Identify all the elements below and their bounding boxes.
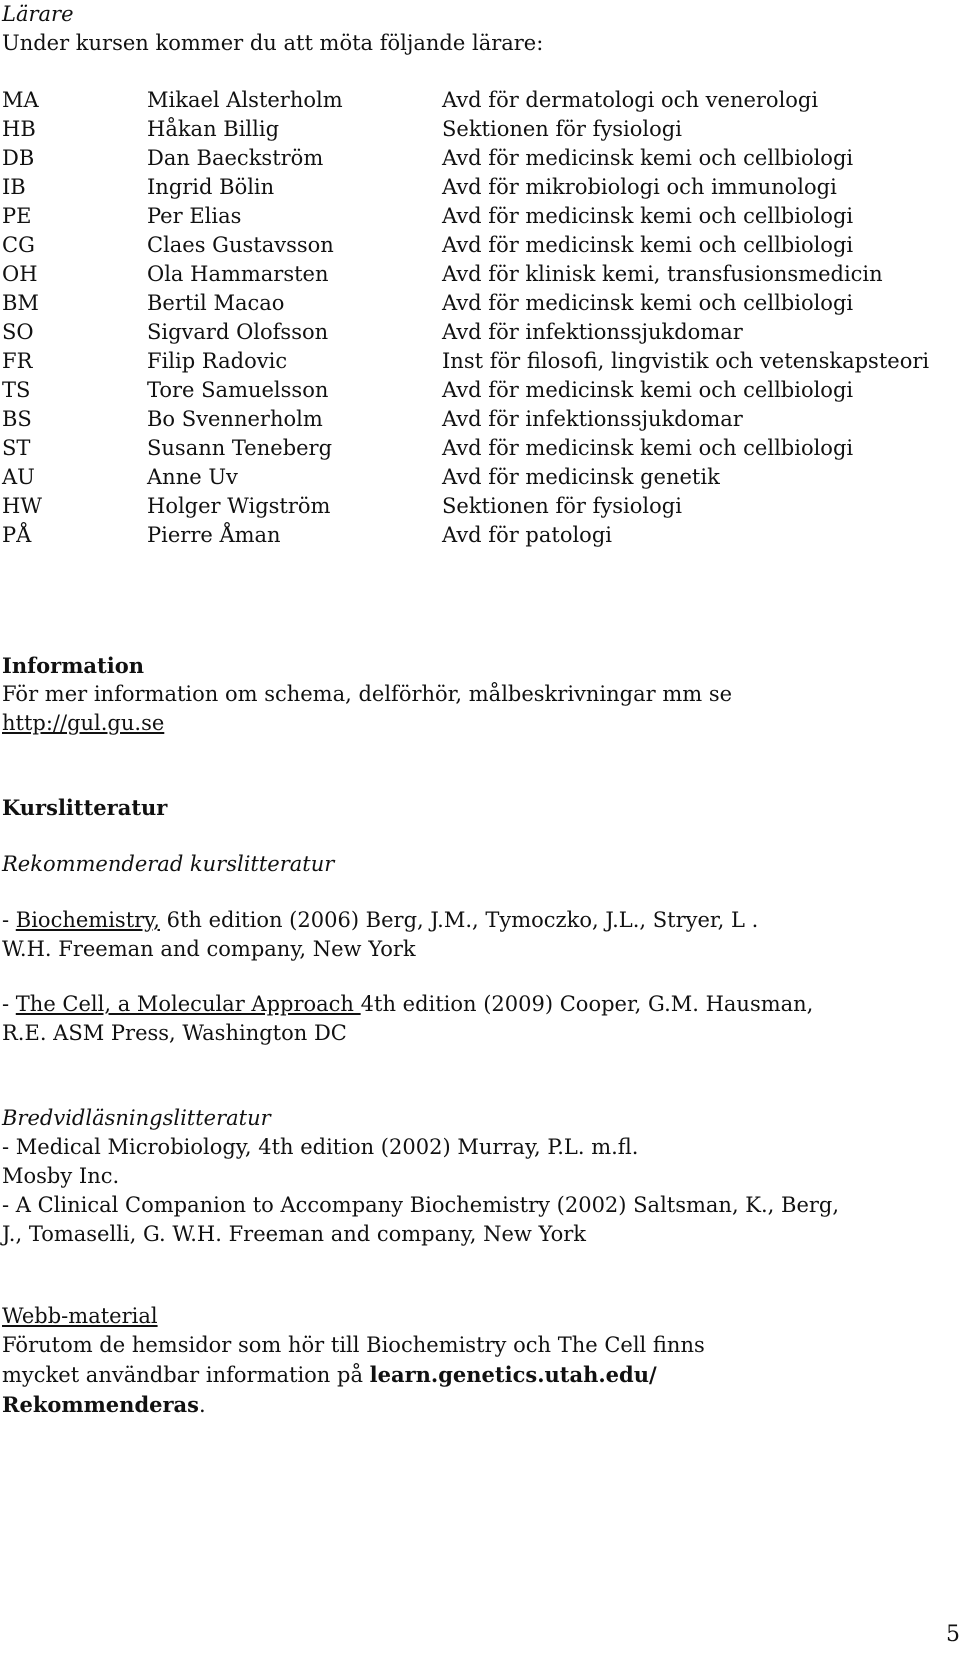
teacher-name: Pierre Åman — [147, 523, 281, 547]
teacher-name: Per Elias — [147, 204, 242, 228]
web-text — [2, 1331, 705, 1420]
teacher-department: Avd för medicinsk kemi och cellbiologi — [442, 291, 854, 315]
teacher-name: Håkan Billig — [147, 117, 280, 141]
teacher-row — [2, 492, 952, 521]
book-cell-line1 — [2, 990, 813, 1019]
teacher-department: Avd för infektionssjukdomar — [442, 407, 743, 431]
teacher-name: Ingrid Bölin — [147, 175, 275, 199]
web-recommended: Rekommenderas — [2, 1392, 199, 1417]
teacher-name: Anne Uv — [147, 465, 238, 489]
teacher-department: Avd för medicinsk genetik — [442, 465, 720, 489]
web-line3-end: . — [198, 1393, 206, 1417]
page-number: 5 — [946, 1622, 960, 1647]
book-biochemistry-details: 6th edition (2006) Berg, J.M., Tymoczko, J.L., Stryer, L . — [159, 908, 759, 932]
teachers-table — [2, 86, 952, 550]
teacher-initials: CG — [2, 233, 35, 257]
broad-reading-heading: Bredvidläsningslitteratur — [2, 1106, 271, 1130]
teacher-row — [2, 434, 952, 463]
book-cell — [2, 990, 813, 1048]
teacher-row — [2, 405, 952, 434]
teacher-initials: HB — [2, 117, 36, 141]
literature-heading: Kurslitteratur — [2, 795, 168, 820]
teacher-department: Avd för medicinsk kemi och cellbiologi — [442, 378, 854, 402]
web-line3 — [2, 1390, 705, 1420]
teacher-initials: PE — [2, 204, 32, 228]
web-heading: Webb-material — [2, 1304, 158, 1328]
teacher-row — [2, 521, 952, 550]
teacher-row — [2, 376, 952, 405]
teacher-row — [2, 173, 952, 202]
teacher-initials: AU — [2, 465, 35, 489]
teacher-initials: BS — [2, 407, 32, 431]
teacher-row — [2, 86, 952, 115]
teacher-initials: BM — [2, 291, 39, 315]
web-line2 — [2, 1360, 705, 1390]
broad-reading-line: Mosby Inc. — [2, 1164, 120, 1188]
teachers-table-body — [2, 86, 952, 550]
teacher-name: Claes Gustavsson — [147, 233, 334, 257]
web-line1: Förutom de hemsidor som hör till Biochemistry och The Cell finns — [2, 1333, 705, 1357]
teacher-department: Avd för klinisk kemi, transfusionsmedicin — [442, 262, 883, 286]
teacher-name: Tore Samuelsson — [147, 378, 329, 402]
teacher-name: Bertil Macao — [147, 291, 285, 315]
web-genetics-link[interactable]: learn.genetics.utah.edu/ — [369, 1362, 657, 1387]
teacher-initials: HW — [2, 494, 42, 518]
teacher-name: Dan Baeckström — [147, 146, 324, 170]
teacher-row — [2, 202, 952, 231]
book-cell-prefix: - — [2, 992, 16, 1016]
teacher-initials: IB — [2, 175, 26, 199]
information-link[interactable]: http://gul.gu.se — [2, 711, 165, 735]
teacher-department: Avd för medicinsk kemi och cellbiologi — [442, 436, 854, 460]
book-biochemistry-prefix: - — [2, 908, 16, 932]
broad-reading-line: - Medical Microbiology, 4th edition (2002) Murray, P.L. m.fl. — [2, 1135, 639, 1159]
teacher-initials: SO — [2, 320, 34, 344]
book-biochemistry-line2: W.H. Freeman and company, New York — [2, 937, 416, 961]
teacher-row — [2, 463, 952, 492]
teachers-intro: Under kursen kommer du att möta följande lärare: — [2, 31, 544, 55]
teacher-department: Avd för medicinsk kemi och cellbiologi — [442, 204, 854, 228]
teacher-department: Inst för filosofi, lingvistik och vetenskapsteori — [442, 349, 930, 373]
book-cell-line2: R.E. ASM Press, Washington DC — [2, 1021, 347, 1045]
teacher-initials: MA — [2, 88, 39, 112]
web-line2-text: mycket användbar information på — [2, 1363, 370, 1387]
information-text: För mer information om schema, delförhör, målbeskrivningar mm se — [2, 682, 733, 706]
teacher-name: Susann Teneberg — [147, 436, 333, 460]
broad-reading-line: J., Tomaselli, G. W.H. Freeman and company, New York — [2, 1222, 586, 1246]
teacher-initials: DB — [2, 146, 35, 170]
teacher-department: Avd för medicinsk kemi och cellbiologi — [442, 233, 854, 257]
book-cell-title: The Cell, a Molecular Approach — [15, 992, 361, 1016]
teacher-name: Ola Hammarsten — [147, 262, 329, 286]
broad-reading-list — [2, 1133, 839, 1249]
teacher-department: Avd för mikrobiologi och immunologi — [442, 175, 837, 199]
teacher-row — [2, 144, 952, 173]
teacher-row — [2, 260, 952, 289]
teacher-initials: PÅ — [2, 523, 32, 547]
teacher-department: Avd för medicinsk kemi och cellbiologi — [442, 146, 854, 170]
teacher-department: Sektionen för fysiologi — [442, 494, 682, 518]
teacher-initials: FR — [2, 349, 33, 373]
teacher-department: Avd för patologi — [442, 523, 612, 547]
teacher-name: Holger Wigström — [147, 494, 331, 518]
information-heading: Information — [2, 653, 144, 678]
teacher-row — [2, 289, 952, 318]
book-cell-details: 4th edition (2009) Cooper, G.M. Hausman, — [360, 992, 814, 1016]
teacher-department: Sektionen för fysiologi — [442, 117, 682, 141]
teachers-heading: Lärare — [2, 2, 74, 26]
teacher-row — [2, 231, 952, 260]
teacher-department: Avd för dermatologi och venerologi — [442, 88, 819, 112]
book-biochemistry-title: Biochemistry, — [15, 908, 160, 932]
teacher-initials: TS — [2, 378, 31, 402]
teacher-row — [2, 115, 952, 144]
book-biochemistry-line1 — [2, 906, 758, 935]
recommended-heading: Rekommenderad kurslitteratur — [2, 852, 335, 876]
teacher-initials: ST — [2, 436, 31, 460]
teacher-row — [2, 318, 952, 347]
teacher-department: Avd för infektionssjukdomar — [442, 320, 743, 344]
teacher-name: Filip Radovic — [147, 349, 288, 373]
book-biochemistry — [2, 906, 758, 964]
teacher-name: Bo Svennerholm — [147, 407, 323, 431]
teacher-initials: OH — [2, 262, 38, 286]
teacher-row — [2, 347, 952, 376]
teacher-name: Sigvard Olofsson — [147, 320, 329, 344]
broad-reading-line: - A Clinical Companion to Accompany Biochemistry (2002) Saltsman, K., Berg, — [2, 1193, 840, 1217]
teacher-name: Mikael Alsterholm — [147, 88, 343, 112]
